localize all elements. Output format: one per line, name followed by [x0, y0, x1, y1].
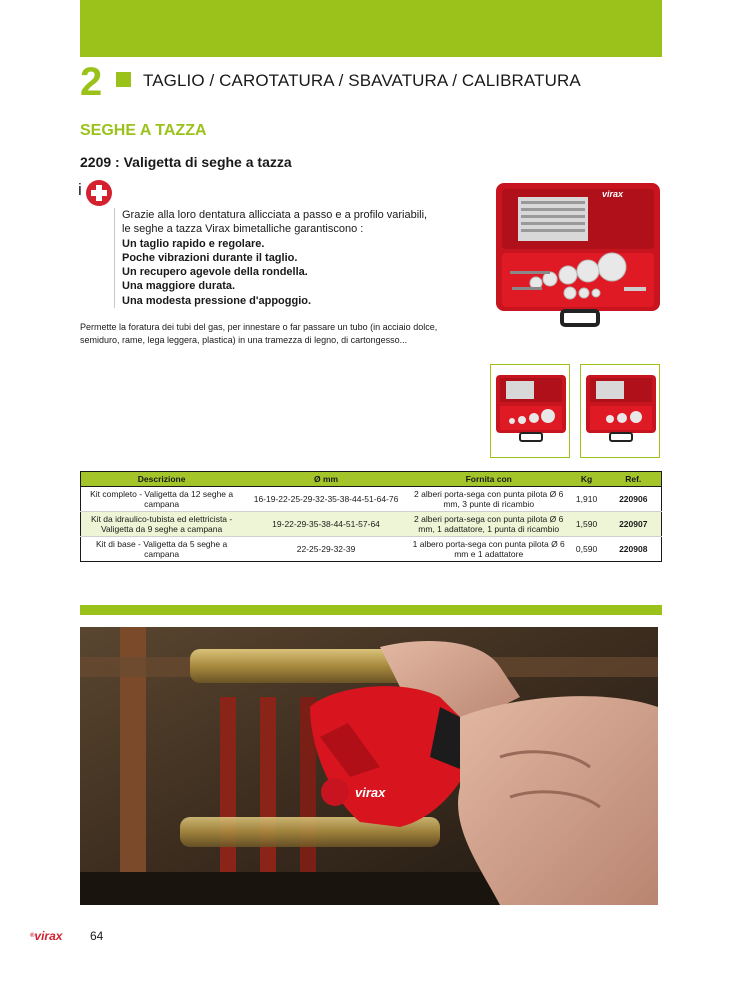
chapter-title: TAGLIO / CAROTATURA / SBAVATURA / CALIBRATURA — [143, 71, 581, 90]
cell-line: mm e 1 adattatore — [454, 549, 524, 559]
usage-text — [80, 321, 460, 347]
cell-ref: 220907 — [606, 512, 662, 537]
product-thumbnail-1 — [490, 364, 570, 458]
intro-line: le seghe a tazza Virax bimetalliche garantiscono : — [122, 223, 364, 236]
chapter-number: 2 — [80, 60, 103, 104]
cell-diametri: 22-25-29-32-39 — [296, 543, 356, 554]
logo-mark-icon: ® — [30, 933, 35, 939]
cell-kg: 1,590 — [568, 512, 606, 537]
cell-fornita — [410, 537, 568, 562]
benefit-item: Una maggiore durata. — [122, 280, 236, 293]
plus-badge-icon — [86, 180, 112, 206]
cell-kg: 1,910 — [568, 487, 606, 512]
benefit-item: Una modesta pressione d'appoggio. — [122, 294, 312, 307]
cell-descrizione — [81, 537, 243, 562]
col-header-fornita: Fornita con — [410, 472, 568, 487]
cell-line: Kit di base - Valigetta da 5 seghe a — [96, 538, 228, 549]
cell-line: 2 alberi porta-sega con punta pilota Ø 6 — [414, 513, 564, 524]
product-thumbnail-2 — [580, 364, 660, 458]
cell-diametri: 19-22-29-35-38-44-51-57-64 — [242, 512, 410, 537]
intro-line: Grazie alla loro dentatura allicciata a passo e a profilo variabili, — [122, 209, 428, 221]
col-header-ref: Ref. — [606, 472, 662, 487]
product-spec-table — [80, 471, 662, 562]
cell-line: campana — [144, 499, 180, 509]
top-color-band — [80, 0, 662, 57]
benefit-item: Un taglio rapido e regolare. — [122, 237, 265, 250]
col-header-descrizione: Descrizione — [81, 472, 243, 487]
cell-line: 2 alberi porta-sega con punta pilota Ø 6 — [414, 488, 564, 499]
cell-line: Kit completo - Valigetta da 12 seghe a — [90, 488, 234, 499]
cell-descrizione — [81, 512, 243, 537]
benefit-item: Poche vibrazioni durante il taglio. — [122, 251, 298, 264]
case-brand-logo: virax — [602, 189, 624, 199]
usage-line: semiduro, rame, lega leggera, plastica) in una tramezza di legno, di cartongesso... — [80, 335, 408, 345]
chapter-square-icon — [116, 72, 131, 87]
cell-line: Valigetta da 9 seghe a campana — [100, 524, 223, 534]
cell-line: Kit da idraulico-tubista ed elettricista - — [90, 513, 233, 524]
usage-line: Permette la foratura dei tubi del gas, per innestare o far passare un tubo (in acciaio dolce, — [80, 322, 438, 332]
product-case-image — [490, 175, 662, 335]
table-row — [81, 537, 662, 562]
section-title: SEGHE A TAZZA — [80, 122, 207, 139]
benefit-item: Un recupero agevole della rondella. — [122, 266, 308, 279]
separator-band — [80, 605, 662, 615]
photo-brand-logo: virax — [355, 785, 386, 800]
footer-brand-logo — [30, 929, 62, 943]
cell-diametri: 16-19-22-25-29-32-35-38-44-51-64-76 — [242, 487, 410, 512]
cell-line: campana — [144, 549, 180, 559]
cell-ref: 220908 — [619, 543, 648, 554]
cell-ref: 220906 — [606, 487, 662, 512]
footer-logo-text: virax — [34, 929, 63, 943]
table-row — [81, 487, 662, 512]
cell-line: 1 albero porta-sega con punta pilota Ø 6 — [412, 538, 565, 549]
col-header-diameter: Ø mm — [242, 472, 410, 487]
cell-fornita — [410, 512, 568, 537]
product-title: 2209 : Valigetta di seghe a tazza — [80, 154, 292, 170]
table-header-row — [81, 472, 662, 487]
table-row — [81, 512, 662, 537]
cell-line: mm, 1 adattatore, 1 punta di ricambio — [418, 524, 560, 534]
product-usage-photo — [80, 627, 658, 905]
page-number: 64 — [90, 929, 104, 943]
cell-line: mm, 3 punte di ricambio — [443, 499, 535, 509]
cell-fornita — [410, 487, 568, 512]
cell-kg: 0,590 — [575, 543, 598, 554]
col-header-kg: Kg — [568, 472, 606, 487]
benefits-block — [114, 208, 444, 308]
info-marker: i — [78, 180, 82, 199]
cell-descrizione — [81, 487, 243, 512]
